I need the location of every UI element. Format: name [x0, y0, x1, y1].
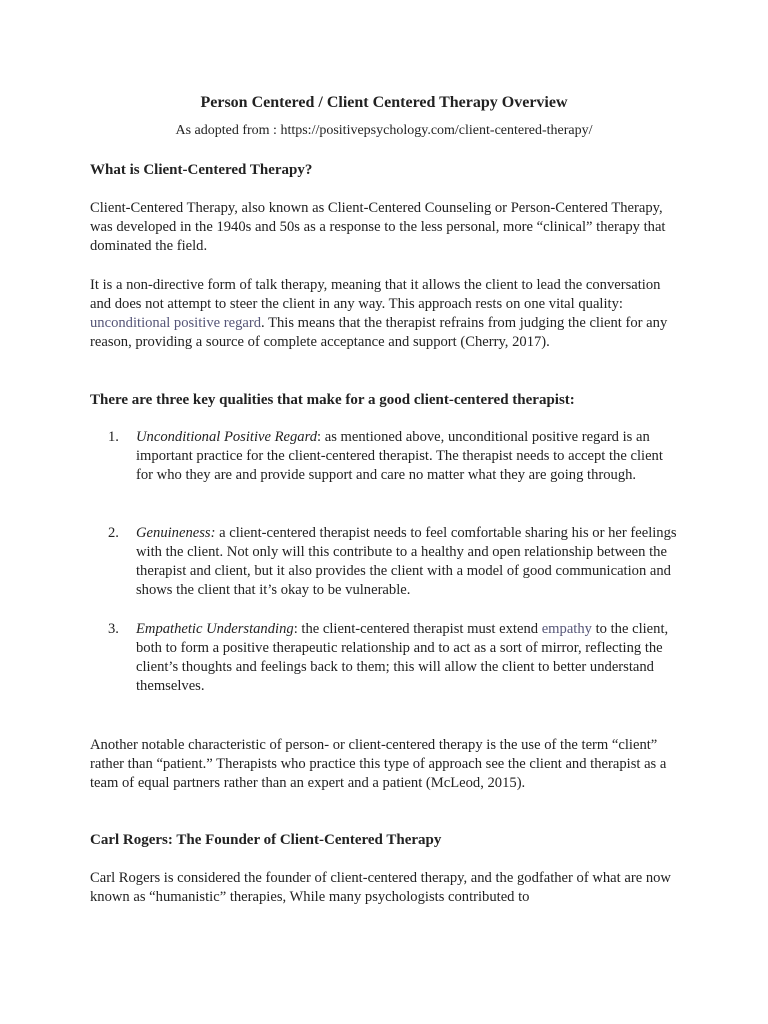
- list-number: 1.: [108, 429, 119, 445]
- paragraph-non-directive: [90, 276, 680, 352]
- list-item-separator: :: [317, 429, 325, 445]
- list-number: 3.: [108, 621, 119, 637]
- section-heading-what-is: What is Client-Centered Therapy?: [90, 162, 313, 178]
- list-item-term: Empathetic Understanding: [136, 621, 294, 637]
- list-item-text: as mentioned above, unconditional positive regard is an important practice for the client-centered therapist. The therapist needs to accept the client for who they are and provide support and care no matter what they are going through.: [136, 429, 663, 484]
- paragraph-non-directive-text-2: . This means that the therapist refrains from judging the client for any reason, providing a source of complete acceptance and support (Cherry, 2017).: [90, 315, 668, 351]
- unconditional-positive-regard-link[interactable]: unconditional positive regard: [90, 315, 262, 332]
- list-item-term: Genuineness:: [136, 525, 216, 541]
- paragraph-client-vs-patient: Another notable characteristic of person- or client-centered therapy is the use of the term “client” rather than “patient.” Therapists who practice this type of approach see the client and therapist as a team of equal partners rather than an expert and a patient (McLeod, 2015).: [90, 737, 667, 792]
- list-item-body: [136, 620, 681, 696]
- list-item-body: [136, 428, 681, 485]
- list-number: 2.: [108, 525, 119, 541]
- section-heading-qualities: There are three key qualities that make for a good client-centered therapist:: [90, 392, 575, 408]
- list-item-body: [136, 524, 681, 600]
- paragraph-non-directive-text-1: It is a non-directive form of talk therapy, meaning that it allows the client to lead the conversation and does not attempt to steer the client in any way. This approach rests on one vital quality:: [90, 277, 661, 313]
- source-attribution: As adopted from : https://positivepsychology.com/client-centered-therapy/: [175, 123, 593, 138]
- list-item-separator: :: [293, 621, 302, 637]
- list-item-text: a client-centered therapist needs to feel comfortable sharing his or her feelings with the client. Not only will this contribute to a healthy and open relationship between the therapist and client, but it also provides the client with a model of good communication and shows the client that it’s okay to be vulnerable.: [136, 525, 677, 599]
- paragraph-definition: Client-Centered Therapy, also known as Client-Centered Counseling or Person-Centered Therapy, was developed in the 1940s and 50s as a response to the less personal, more “clinical” therapy that dominated the field.: [90, 200, 666, 255]
- paragraph-carl-rogers: Carl Rogers is considered the founder of client-centered therapy, and the godfather of what are now known as “humanistic” therapies, While many psychologists contributed to: [90, 870, 671, 906]
- list-item-text-after: to the client, both to form a positive therapeutic relationship and to act as a sort of mirror, reflecting the client’s thoughts and feelings back to them; this will allow the client to better understand themselves.: [136, 621, 669, 695]
- page-title: Person Centered / Client Centered Therapy Overview: [200, 94, 568, 111]
- list-item-text: the client-centered therapist must extend: [301, 621, 542, 637]
- section-heading-carl-rogers: Carl Rogers: The Founder of Client-Centered Therapy: [90, 832, 442, 848]
- empathy-link[interactable]: empathy: [541, 621, 592, 637]
- list-item-term: Unconditional Positive Regard: [136, 429, 318, 445]
